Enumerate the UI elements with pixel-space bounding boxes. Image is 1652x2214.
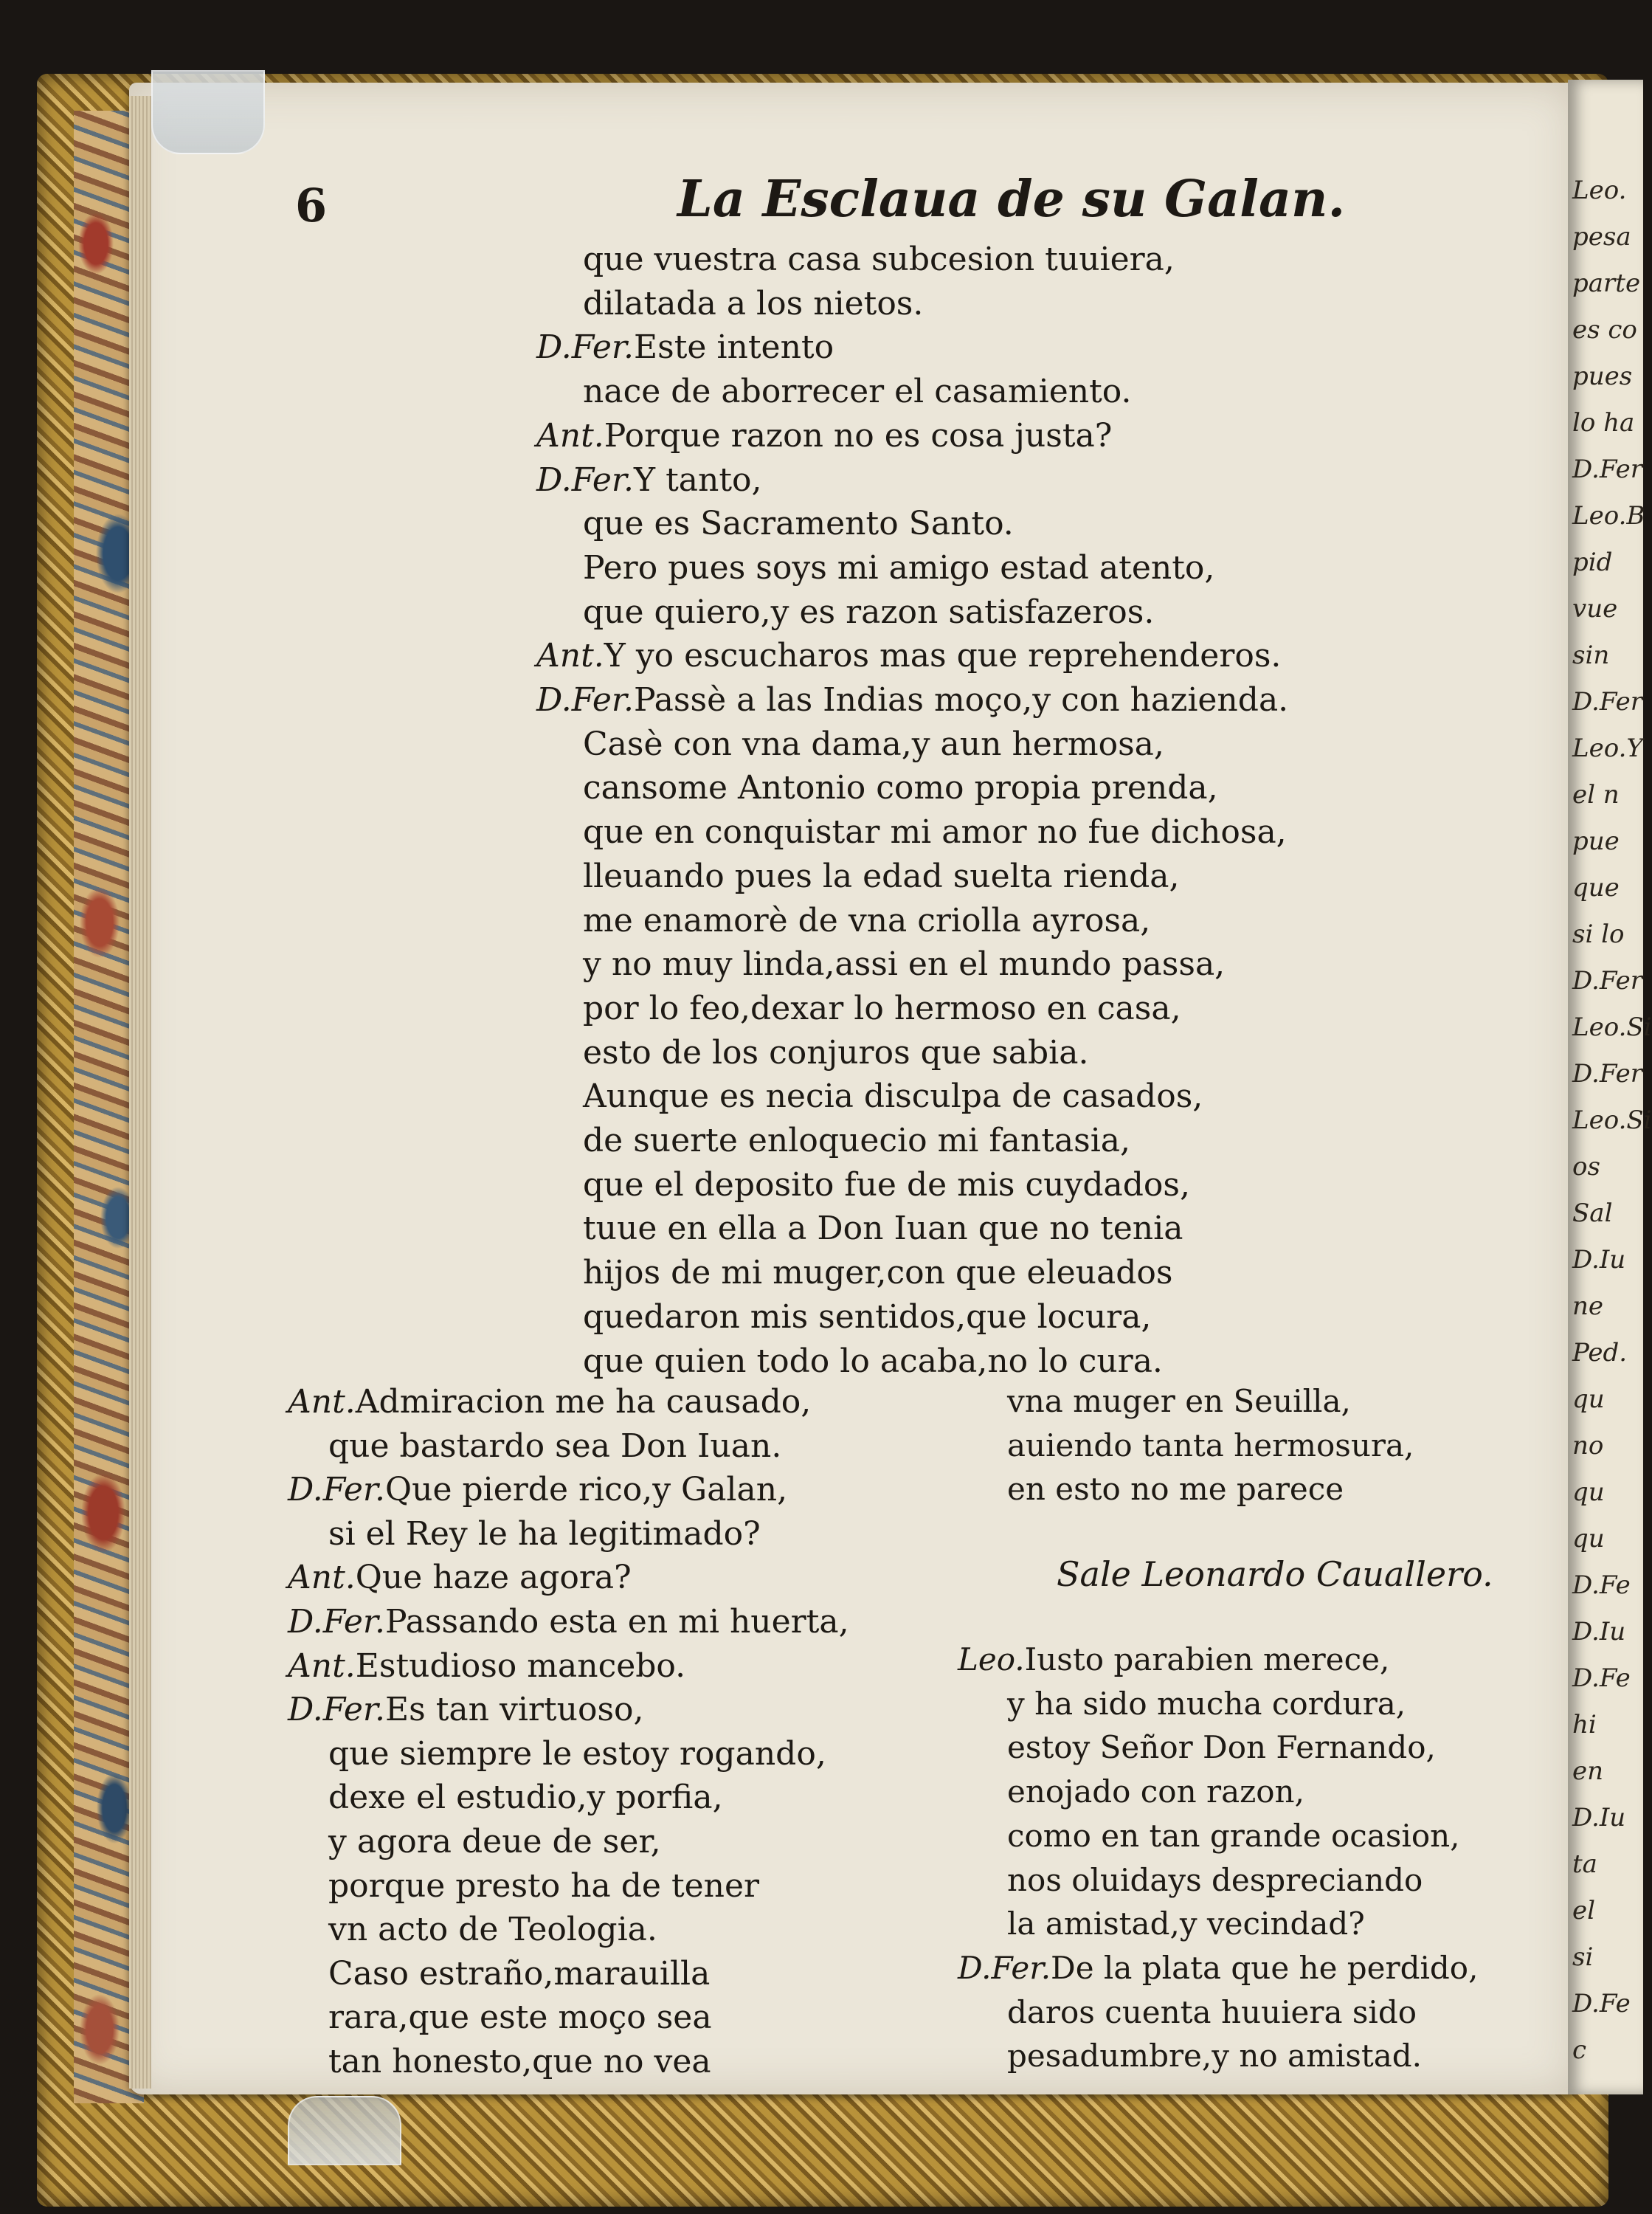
facing-page-fragment: qu <box>1572 1524 1605 1553</box>
facing-page-fragment: ta <box>1572 1849 1597 1879</box>
verse-line: lleuando pues la edad suelta rienda, <box>583 858 1180 895</box>
facing-page-fragment: si lo <box>1572 920 1625 949</box>
verse-line <box>536 328 834 366</box>
verse-line-left <box>288 1691 644 1728</box>
verse-line-left: Caso estraño,marauilla <box>328 1955 711 1993</box>
facing-page-fragment: que <box>1572 873 1620 903</box>
speaker-label: Ant. <box>536 417 604 455</box>
facing-page-fragment: hi <box>1572 1710 1597 1739</box>
facing-page-fragment: si <box>1572 1942 1594 1972</box>
verse-text: Passè a las Indias moço,y con hazienda. <box>634 681 1289 719</box>
speaker-label: Ant. <box>288 1647 356 1685</box>
facing-page-fragment: D.Fe <box>1572 1989 1631 2018</box>
verse-text: Es tan virtuoso, <box>385 1691 644 1728</box>
facing-page-fragment: sin <box>1572 641 1610 670</box>
speaker-label: Leo. <box>958 1641 1025 1677</box>
verse-line-right: como en tan grande ocasion, <box>1007 1818 1460 1854</box>
verse-line-left: dexe el estudio,y porfia, <box>328 1779 723 1816</box>
facing-page-fragment: Sal <box>1572 1199 1613 1228</box>
running-title: La Esclaua de su Galan. <box>677 170 1346 229</box>
verse-line-left: y agora deue de ser, <box>328 1823 661 1860</box>
verse-line-left: porque presto ha de tener <box>328 1867 760 1905</box>
verse-text: Iusto parabien merece, <box>1024 1641 1390 1677</box>
facing-page-fragment: en <box>1572 1756 1604 1786</box>
verse-text: De la plata que he perdido, <box>1051 1950 1479 1986</box>
facing-page-fragment: Ped. <box>1572 1338 1628 1368</box>
verse-line: me enamorè de vna criolla ayrosa, <box>583 902 1151 939</box>
speaker-label: Ant. <box>536 637 604 675</box>
facing-page-fragment: es co <box>1572 315 1637 345</box>
verse-line: que en conquistar mi amor no fue dichosa, <box>583 813 1287 851</box>
speaker-label: D.Fer. <box>288 1603 386 1641</box>
facing-page-fragment: Leo. <box>1572 176 1627 205</box>
facing-page-fragment: D.Fer <box>1572 455 1642 484</box>
facing-page-fragment: el n <box>1572 780 1620 810</box>
verse-line-left <box>288 1603 849 1641</box>
verse-line: que el deposito fue de mis cuydados, <box>583 1166 1190 1204</box>
facing-page-fragment: lo ha <box>1572 408 1635 438</box>
facing-page-fragment: ne <box>1572 1292 1604 1321</box>
verse-line <box>536 461 762 499</box>
verse-line: esto de los conjuros que sabia. <box>583 1034 1089 1072</box>
verse-text: Y tanto, <box>634 461 762 499</box>
verse-line-left: vn acto de Teologia. <box>328 1911 657 1948</box>
verse-line-right <box>958 1950 1479 1986</box>
verse-line-right: enojado con razon, <box>1007 1773 1304 1810</box>
verse-line-left <box>288 1471 788 1508</box>
facing-page-fragment: Leo.B <box>1572 501 1645 531</box>
facing-page-fragment: os <box>1572 1152 1600 1182</box>
verse-line: cansome Antonio como propia prenda, <box>583 769 1218 807</box>
verse-line-left <box>288 1559 632 1596</box>
verse-line: nace de aborrecer el casamiento. <box>583 373 1132 410</box>
facing-page-fragment: parte <box>1572 269 1641 298</box>
page-clip-bottom <box>288 2096 401 2165</box>
facing-page-fragment: no <box>1572 1431 1604 1461</box>
facing-page-fragment: Leo.Si <box>1572 1013 1652 1042</box>
verse-line-right <box>958 1641 1390 1677</box>
verse-line-left <box>288 1383 812 1421</box>
verse-text: Y yo escucharos mas que reprehenderos. <box>604 637 1282 675</box>
verse-line-left: que siempre le estoy rogando, <box>328 1735 826 1773</box>
verse-line-right: en esto no me parece <box>1007 1471 1344 1507</box>
facing-page-fragment: pues <box>1572 362 1633 391</box>
verse-line-left: que bastardo sea Don Iuan. <box>328 1427 782 1465</box>
verse-line-left <box>288 1647 686 1685</box>
verse-line-right: la amistad,y vecindad? <box>1007 1906 1365 1942</box>
facing-page-fragment: D.Iu <box>1572 1245 1626 1275</box>
facing-page-fragment: Leo.Si <box>1572 1106 1652 1135</box>
verse-text: Admiracion me ha causado, <box>355 1383 812 1421</box>
speaker-label: Ant. <box>288 1559 356 1596</box>
verse-line: Pero pues soys mi amigo estad atento, <box>583 549 1215 587</box>
verse-line: que vuestra casa subcesion tuuiera, <box>583 241 1175 278</box>
verse-line: Casè con vna dama,y aun hermosa, <box>583 725 1164 763</box>
verse-line: que quien todo lo acaba,no lo cura. <box>583 1342 1163 1380</box>
verse-text: Estudioso mancebo. <box>355 1647 686 1685</box>
verse-line-right: vna muger en Seuilla, <box>1007 1383 1351 1419</box>
verse-text: Que haze agora? <box>355 1559 632 1596</box>
verse-text: Este intento <box>634 328 834 366</box>
facing-page-fragment: D.Fe <box>1572 1663 1631 1693</box>
verse-line: hijos de mi muger,con que eleuados <box>583 1254 1173 1292</box>
verse-line-right: daros cuenta huuiera sido <box>1007 1994 1417 2030</box>
facing-page-fragment: pid <box>1572 548 1613 577</box>
verse-line: y no muy linda,assi en el mundo passa, <box>583 945 1226 983</box>
speaker-label: D.Fer. <box>958 1950 1051 1986</box>
verse-line: que es Sacramento Santo. <box>583 505 1014 542</box>
facing-page-fragment: c <box>1572 2035 1587 2065</box>
verse-line-right: y ha sido mucha cordura, <box>1007 1686 1406 1722</box>
verse-line: que quiero,y es razon satisfazeros. <box>583 593 1155 631</box>
speaker-label: D.Fer. <box>288 1691 386 1728</box>
page-edges <box>129 96 151 2089</box>
verse-text: Passando esta en mi huerta, <box>385 1603 849 1641</box>
verse-line: quedaron mis sentidos,que locura, <box>583 1298 1152 1336</box>
verse-line: de suerte enloquecio mi fantasia, <box>583 1122 1130 1159</box>
facing-page-fragment: D.Iu <box>1572 1803 1626 1832</box>
verse-line-right: estoy Señor Don Fernando, <box>1007 1729 1436 1765</box>
speaker-label: D.Fer. <box>536 328 635 366</box>
facing-page-fragment: Leo.Y <box>1572 734 1643 763</box>
page-number: 6 <box>295 179 328 232</box>
verse-line: tuue en ella a Don Iuan que no tenia <box>583 1210 1183 1247</box>
verse-text: Que pierde rico,y Galan, <box>385 1471 788 1508</box>
verse-line: dilatada a los nietos. <box>583 285 924 323</box>
speaker-label: Ant. <box>288 1383 356 1421</box>
verse-line-right: pesadumbre,y no amistad. <box>1007 2038 1423 2074</box>
verse-line-left: rara,que este moço sea <box>328 1999 712 2036</box>
facing-page-fragment: D.Fe <box>1572 1570 1631 1600</box>
facing-page-fragment: qu <box>1572 1384 1605 1414</box>
facing-page-fragment: pesa <box>1572 222 1631 252</box>
verse-line-left: si el Rey le ha legitimado? <box>328 1515 761 1553</box>
facing-page-fragment: el <box>1572 1896 1595 1925</box>
verse-line-right: auiendo tanta hermosura, <box>1007 1427 1414 1463</box>
verse-line <box>536 637 1282 675</box>
speaker-label: D.Fer. <box>536 681 635 719</box>
speaker-label: D.Fer. <box>288 1471 386 1508</box>
facing-page-fragment: pue <box>1572 827 1620 856</box>
speaker-label: D.Fer. <box>536 461 635 499</box>
page-clip-top <box>151 70 265 154</box>
verse-line <box>536 417 1113 455</box>
facing-page-fragment: D.Iu <box>1572 1617 1626 1646</box>
facing-page-fragment: D.Fer <box>1572 687 1642 717</box>
verse-line-left: tan honesto,que no vea <box>328 2043 711 2080</box>
verse-line <box>536 681 1289 719</box>
verse-text: Porque razon no es cosa justa? <box>604 417 1113 455</box>
facing-page-fragment: D.Fer <box>1572 966 1642 996</box>
verse-line: por lo feo,dexar lo hermoso en casa, <box>583 990 1181 1027</box>
stage-direction: Sale Leonardo Cauallero. <box>1057 1554 1493 1594</box>
verse-line-right: nos oluidays despreciando <box>1007 1862 1423 1898</box>
facing-page-fragment: vue <box>1572 594 1618 624</box>
verse-line: Aunque es necia disculpa de casados, <box>583 1077 1203 1115</box>
facing-page-fragment: qu <box>1572 1477 1605 1507</box>
facing-page-fragment: D.Fer <box>1572 1059 1642 1089</box>
facing-page <box>1568 80 1652 2094</box>
